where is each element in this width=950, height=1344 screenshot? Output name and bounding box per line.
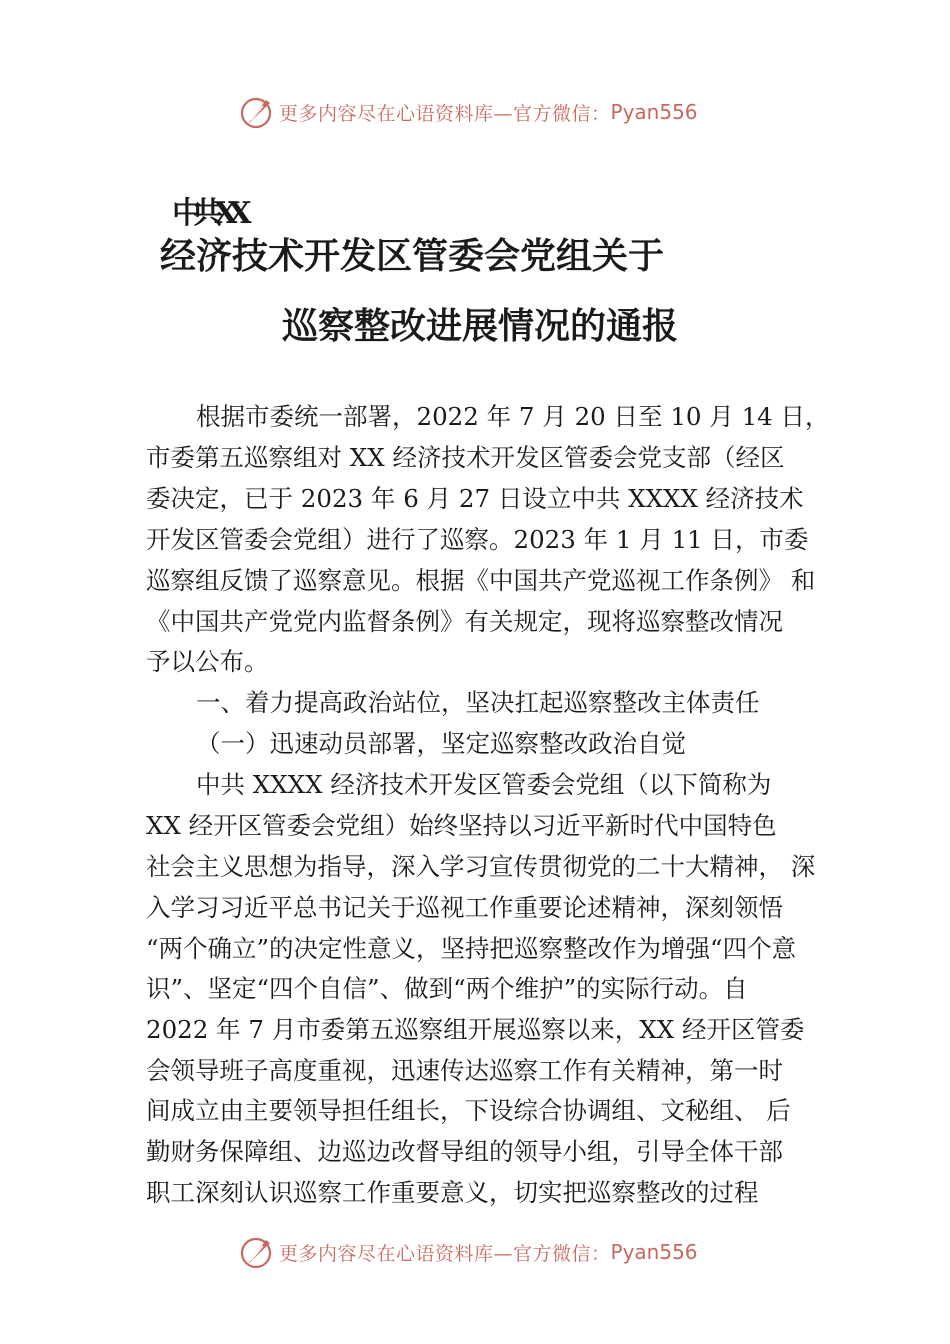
watermark-wechat-id: Pyan556	[610, 1240, 698, 1264]
body-line: 巡察组反馈了巡察意见。根据《中国共产党巡视工作条例》 和	[146, 566, 816, 595]
body-line: 社会主义思想为指导，深入学习宣传贯彻党的二十大精神， 深	[146, 852, 816, 881]
quill-logo-icon	[239, 94, 275, 130]
body-line: 职工深刻认识巡察工作重要意义，切实把巡察整改的过程	[146, 1178, 759, 1207]
body-line: 2022 年 7 月市委第五巡察组开展巡察以来，XX 经开区管委	[146, 1015, 805, 1044]
body-line: 会领导班子高度重视，迅速传达巡察工作有关精神，第一时	[146, 1056, 783, 1085]
watermark-wechat-id: Pyan556	[610, 100, 698, 124]
subsection-heading: （一）迅速动员部署，坚定巡察整改政治自觉	[196, 729, 686, 758]
watermark-text: 更多内容尽在心语资料库—官方微信：	[279, 102, 611, 125]
quill-logo-icon	[239, 1234, 275, 1270]
section-heading: 一、着力提高政治站位，坚决扛起巡察整改主体责任	[196, 688, 760, 717]
body-line: 中共 XXXX 经济技术开发区管委会党组（以下简称为	[196, 770, 772, 799]
body-line: 《中国共产党党内监督条例》有关规定，现将巡察整改情况	[146, 607, 783, 636]
body-line: 根据市委统一部署，2022 年 7 月 20 日至 10 月 14 日，	[196, 402, 830, 431]
title-line-1: 经济技术开发区管委会党组关于	[160, 235, 665, 277]
title-prefix: 中共XX	[172, 196, 243, 231]
watermark-footer	[0, 1232, 950, 1272]
body-line: XX 经开区管委会党组）始终坚持以习近平新时代中国特色	[146, 811, 777, 840]
watermark-header	[0, 92, 950, 132]
body-line: “两个确立”的决定性意义，坚持把巡察整改作为增强“四个意	[146, 934, 797, 963]
title-line-2: 巡察整改进展情况的通报	[282, 305, 679, 347]
body-line: 勤财务保障组、边巡边改督导组的领导小组，引导全体干部	[146, 1137, 783, 1166]
watermark-text: 更多内容尽在心语资料库—官方微信：	[279, 1242, 611, 1265]
body-line: 开发区管委会党组）进行了巡察。2023 年 1 月 11 日，市委	[146, 525, 809, 554]
body-line: 识”、坚定“四个自信”、做到“两个维护”的实际行动。自	[146, 974, 748, 1003]
body-line: 入学习习近平总书记关于巡视工作重要论述精神，深刻领悟	[146, 893, 783, 922]
body-line: 间成立由主要领导担任组长，下设综合协调组、文秘组、 后	[146, 1096, 791, 1125]
body-line: 委决定，已于 2023 年 6 月 27 日设立中共 XXXX 经济技术	[146, 484, 804, 513]
body-line: 市委第五巡察组对 XX 经济技术开发区管委会党支部（经区	[146, 443, 785, 472]
body-line: 予以公布。	[146, 647, 269, 676]
